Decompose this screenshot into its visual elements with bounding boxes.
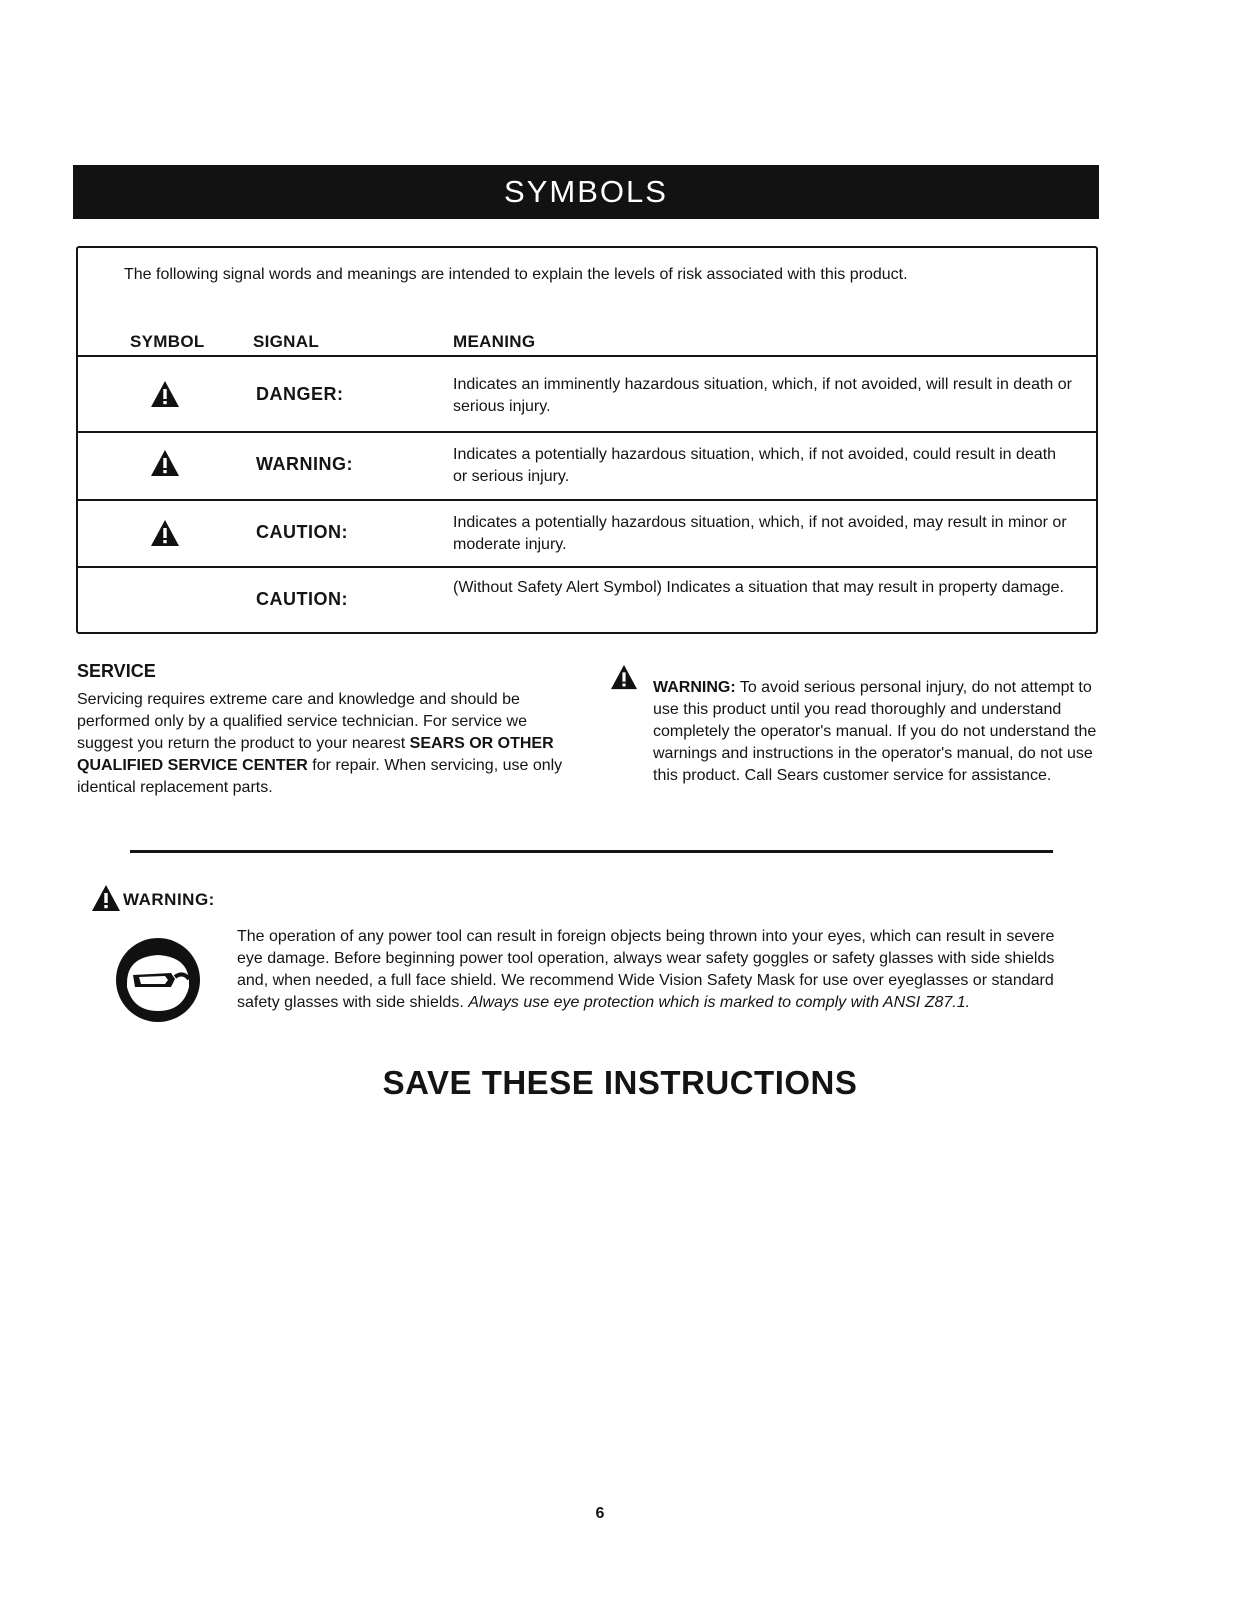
table-divider xyxy=(77,499,1097,501)
eye-warning-title: WARNING: xyxy=(123,890,215,909)
service-center-emphasis: SEARS OR OTHER QUALIFIED SERVICE CENTER xyxy=(77,735,554,774)
header-signal: SIGNAL xyxy=(253,332,320,351)
operator-manual-warning xyxy=(653,677,1103,787)
signal-caution: CAUTION: xyxy=(256,522,348,542)
meaning-warning: Indicates a potentially hazardous situation, which, if not avoided, could result in death or serious injury. xyxy=(453,446,1057,485)
safety-alert-icon xyxy=(610,664,638,690)
signal-warning: WARNING: xyxy=(256,454,353,474)
symbols-banner xyxy=(73,165,1099,219)
save-instructions-title: SAVE THESE INSTRUCTIONS xyxy=(382,1064,858,1101)
page-number: 6 xyxy=(595,1505,605,1522)
service-text-part: for repair. When servicing, use only identical replacement parts. xyxy=(77,757,563,796)
eye-warning-text xyxy=(237,926,1067,1014)
section-divider xyxy=(130,850,1053,853)
side-warning-label: WARNING: xyxy=(653,679,736,696)
meaning-caution-property: (Without Safety Alert Symbol) Indicates a situation that may result in property damage. xyxy=(453,579,1064,596)
safety-alert-icon xyxy=(91,884,121,912)
header-symbol: SYMBOL xyxy=(130,332,205,351)
service-text-part: Servicing requires extreme care and knowledge and should be performed only by a qualified service technician. For service we suggest you return the product to your nearest xyxy=(77,691,527,752)
table-divider xyxy=(77,431,1097,433)
safety-alert-icon xyxy=(150,380,180,408)
table-divider xyxy=(77,355,1097,357)
service-title: SERVICE xyxy=(77,661,156,681)
meaning-caution: Indicates a potentially hazardous situation, which, if not avoided, may result in minor or moderate injury. xyxy=(453,514,1067,553)
signal-danger: DANGER: xyxy=(256,384,344,404)
symbols-table xyxy=(76,246,1098,634)
eye-warning-body: The operation of any power tool can result in foreign objects being thrown into your eyes, which can result in severe eye damage. Before beginning power tool operation, always wear safety goggles or safety glasses with side shields and, when needed, a full face shield. We recommend Wide Vision Safety Mask for use over eyeglasses or standard safety glasses with side shields. xyxy=(237,928,1055,1011)
safety-goggles-icon xyxy=(113,935,203,1025)
safety-alert-icon xyxy=(150,519,180,547)
symbols-intro: The following signal words and meanings are intended to explain the levels of risk associated with this product. xyxy=(124,266,908,283)
meaning-danger: Indicates an imminently hazardous situation, which, if not avoided, will result in death or serious injury. xyxy=(453,376,1072,415)
safety-alert-icon xyxy=(150,449,180,477)
signal-caution-property: CAUTION: xyxy=(256,589,348,609)
eye-warning-ansi: Always use eye protection which is marked to comply with ANSI Z87.1. xyxy=(468,994,971,1011)
service-text xyxy=(77,689,577,799)
table-divider xyxy=(77,566,1097,568)
header-meaning: MEANING xyxy=(453,332,536,351)
side-warning-text: To avoid serious personal injury, do not attempt to use this product until you read thoroughly and understand completely the operator's manual. If you do not understand the warnings and instructions in the operator's manual, do not use this product. Call Sears customer service for assistance. xyxy=(653,679,1097,784)
banner-title: SYMBOLS xyxy=(504,174,668,209)
